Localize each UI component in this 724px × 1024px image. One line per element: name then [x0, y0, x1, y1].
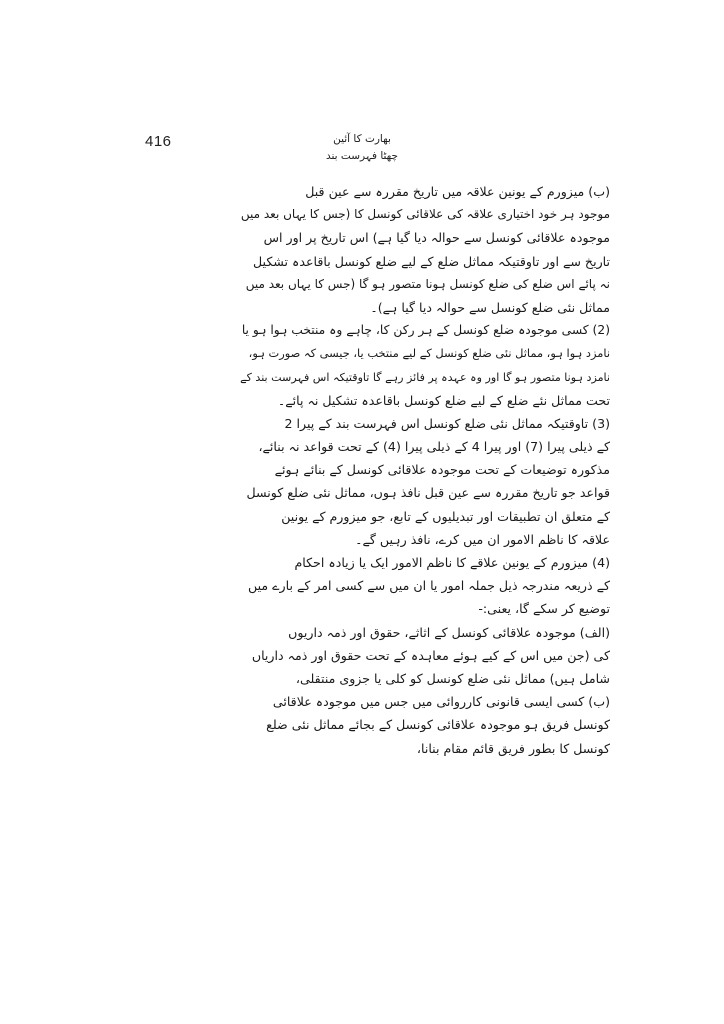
text-line: توضیع کر سکے گا، یعنی:-: [478, 601, 610, 617]
text-line: کے ذیلی پیرا (7) اور پیرا 4 کے ذیلی پیرا (4) کے تحت قواعد نہ بنائے،: [258, 439, 610, 455]
text-line: موجود ہر خود اختیاری علاقہ کی علاقائی کونسل کا (جس کا یہاں بعد میں: [240, 207, 610, 222]
text-line: علاقہ کا ناظم الامور ان میں کرے، نافذ رہیں گے۔: [355, 531, 610, 547]
text-line: (الف) موجودہ علاقائی کونسل کے اثاثے، حقوق اور ذمہ داریوں: [288, 624, 610, 640]
text-line: تاریخ سے اور تاوقتیکہ مماثل ضلع کے لیے ضلع کونسل باقاعدہ تشکیل: [252, 253, 610, 269]
text-line: کے متعلق ان تطبیقات اور تبدیلیوں کے تابع، جو میزورم کے یونین: [281, 508, 610, 524]
text-line: قواعد جو تاریخ مقررہ سے عین قبل نافذ ہوں، مماثل نئی ضلع کونسل: [246, 485, 610, 501]
text-line: (4) میزورم کے یونین علاقے کا ناظم الامور ایک یا زیادہ احکام: [294, 555, 610, 570]
text-line: کے ذریعہ مندرجہ ذیل جملہ امور یا ان میں سے کسی امر کے بارے میں: [248, 578, 610, 594]
text-line: (ب) کسی ایسی قانونی کارروائی میں جس میں موجودہ علاقائی: [272, 694, 610, 710]
running-head-subtitle: چھٹا فہرست بند: [325, 150, 399, 162]
text-line: (3) تاوقتیکہ مماثل نئی ضلع کونسل اس فہرست بند کے پیرا 2: [284, 415, 610, 431]
text-line: مماثل نئی ضلع کونسل سے حوالہ دیا گیا ہے)۔: [370, 299, 610, 315]
body-text: [240, 180, 610, 760]
text-line: نامزد ہوا ہو، مماثل نئی ضلع کونسل کے لیے منتخب یا، جیسی کہ صورت ہو،: [248, 346, 610, 361]
text-line: (ب) میزورم کے یونین علاقہ میں تاریخ مقررہ سے عین قبل: [305, 184, 610, 199]
page-number: 416: [145, 133, 172, 150]
text-line: کونسل کا بطور فریق قائم مقام بنانا،: [416, 740, 610, 756]
text-line: کی (جن میں اس کے کیے ہوئے معاہدہ کے تحت حقوق اور ذمہ داریاں: [251, 647, 610, 663]
text-line: موجودہ علاقائی کونسل سے حوالہ دیا گیا ہے) اس تاریخ پر اور اس: [263, 230, 610, 246]
text-line: مذکورہ توضیعات کے تحت موجودہ علاقائی کونسل کے بنائے ہوئے: [274, 462, 610, 478]
text-line: نہ پائے اس ضلع کی ضلع کونسل ہونا متصور ہو گا (جس کا یہاں بعد میں: [245, 276, 610, 291]
text-line: نامزد ہونا متصور ہو گا اور وہ عہدہ پر فائز رہے گا تاوقتیکہ اس فہرست بند کے: [240, 370, 610, 384]
text-line: شامل ہیں) مماثل نئی ضلع کونسل کو کلی یا جزوی منتقلی،: [295, 670, 610, 686]
text-line: تحت مماثل نئے ضلع کے لیے ضلع کونسل باقاعدہ تشکیل نہ پائے۔: [277, 392, 610, 408]
text-line: کونسل فریق ہو موجودہ علاقائی کونسل کے بجائے مماثل نئی ضلع: [266, 717, 610, 733]
running-head-title: بھارت کا آئین: [333, 133, 391, 145]
text-line: (2) کسی موجودہ ضلع کونسل کے ہر رکن کا، چاہے وہ منتخب ہوا ہو یا: [241, 323, 610, 338]
running-head: [262, 131, 462, 165]
